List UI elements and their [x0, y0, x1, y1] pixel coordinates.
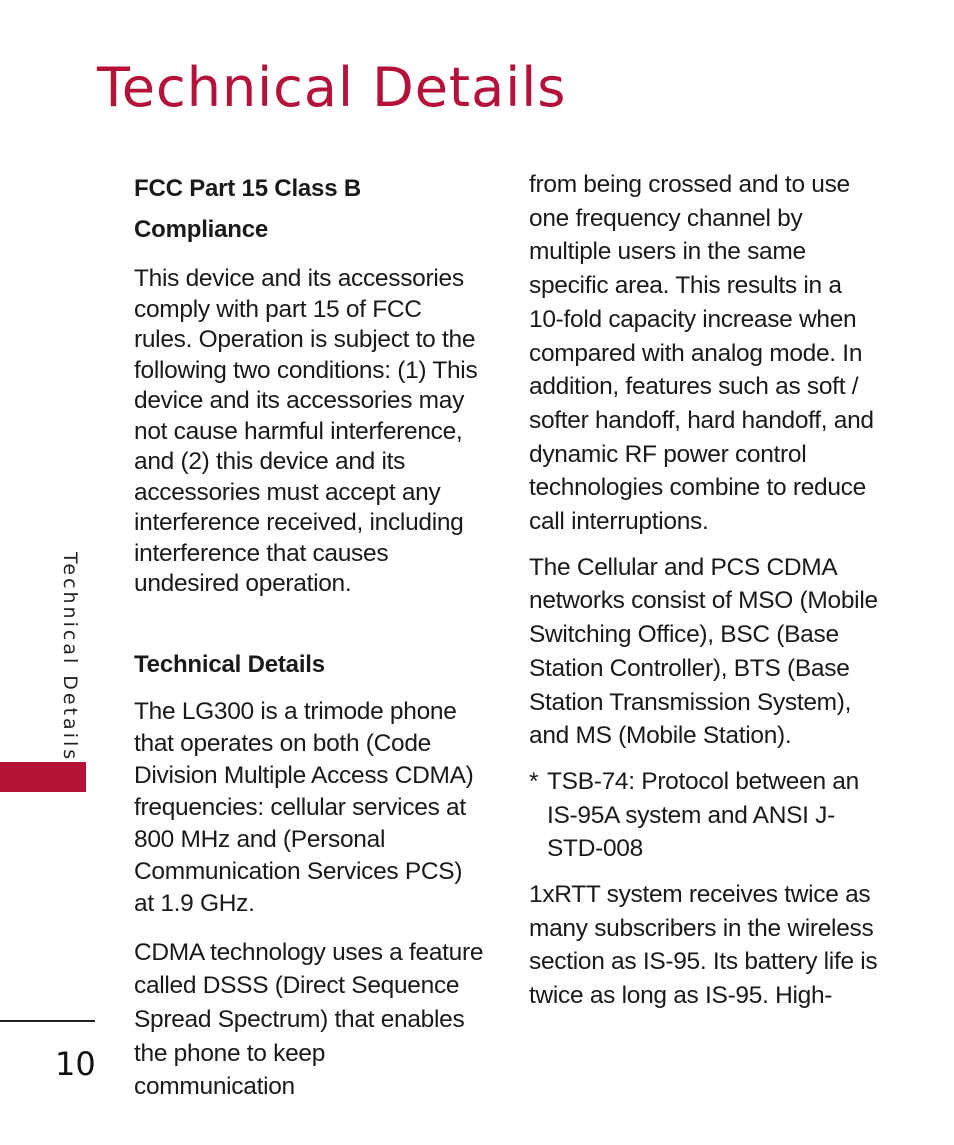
- note-asterisk: *: [529, 767, 539, 795]
- cdma-technology-text: CDMA technology uses a feature called DSSS (Direct Sequence Spread Spectrum) that enables the phone to keep communication: [134, 938, 484, 1101]
- tsb74-note: [529, 765, 879, 866]
- cdma-continued-text: from being crossed and to use one frequency channel by multiple users in the same specific area. This results in a 10-fold capacity increase when compared with analog mode. In addition, features such as soft / softer handoff, hard handoff, and dynamic RF power control technologies combine to reduce call interruptions.: [529, 171, 874, 536]
- side-tab-label: Technical Details: [59, 552, 81, 763]
- fcc-compliance-text: This device and its accessories comply with part 15 of FCC rules. Operation is subject to the following two conditions: (1) This device and its accessories may not cause harmful interference, and (2) this device and its accessories must accept any interference received, including interference that causes undesired operation.: [134, 265, 478, 597]
- side-tab-marker: [0, 762, 86, 792]
- page-title: Technical Details: [97, 56, 567, 119]
- left-column: [134, 168, 486, 1104]
- 1xrtt-text: 1xRTT system receives twice as many subscribers in the wireless section as IS-95. Its battery life is twice as long as IS-95. High-: [529, 881, 878, 1010]
- page-number: 10: [55, 1045, 96, 1083]
- technical-details-heading: Technical Details: [134, 650, 325, 678]
- fcc-compliance-heading: FCC Part 15 Class B Compliance: [134, 175, 361, 243]
- footer-divider: [0, 1020, 95, 1022]
- lg300-description: The LG300 is a trimode phone that operates on both (Code Division Multiple Access CDMA) frequencies: cellular services at 800 MHz and (Personal Communication Services PCS) at 1.9 GHz.: [134, 697, 474, 917]
- right-column: [529, 168, 879, 1025]
- note-text: TSB-74: Protocol between an IS-95A system and ANSI J-STD-008: [547, 767, 859, 863]
- cdma-networks-text: The Cellular and PCS CDMA networks consist of MSO (Mobile Switching Office), BSC (Base Station Controller), BTS (Base Station Transmission System), and MS (Mobile Station).: [529, 553, 878, 750]
